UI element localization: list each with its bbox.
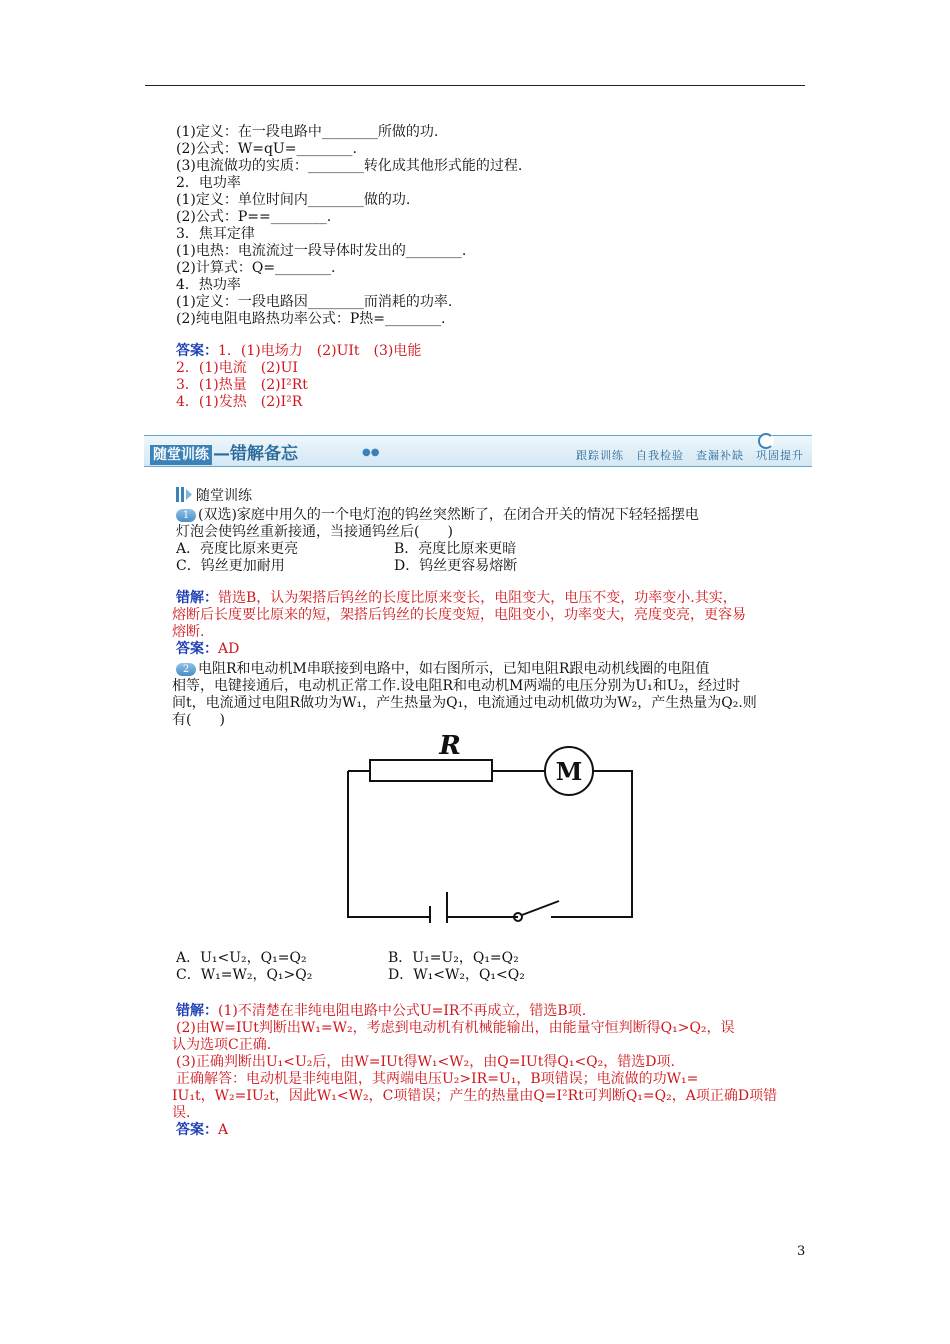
section-title: 随堂训练 bbox=[196, 488, 252, 504]
q2-error-label: 错解： bbox=[176, 1003, 218, 1019]
question-number-badge: 2 bbox=[176, 663, 196, 676]
definitions bbox=[176, 124, 816, 328]
q1-stem-1: (双选)家庭中用久的一个电灯泡的钨丝突然断了，在闭合开关的情况下轻轻摇摆电 bbox=[198, 507, 699, 523]
def-line-11: (1)定义：一段电路因________而消耗的功率. bbox=[176, 294, 453, 310]
header-rule bbox=[145, 85, 805, 86]
wire-left bbox=[348, 771, 430, 917]
q2-answer-label: 答案： bbox=[176, 1122, 218, 1138]
switch-lever bbox=[522, 901, 559, 915]
def-line-1: (1)定义：在一段电路中________所做的功. bbox=[176, 124, 439, 140]
q2-error-3: 认为选项C正确. bbox=[172, 1037, 272, 1053]
q2-error-5: 正确解答：电动机是非纯电阻，其两端电压U₂>IR=U₁，B项错误；电流做的功W₁= bbox=[176, 1071, 699, 1087]
banner-title-boxed: 随堂训练 bbox=[150, 445, 212, 465]
q2-error-analysis bbox=[172, 1003, 816, 1139]
answers bbox=[176, 343, 816, 411]
def-line-9: (2)计算式：Q=________. bbox=[176, 260, 336, 276]
def-line-6: (2)公式：P==________. bbox=[176, 209, 332, 225]
motor-label: M bbox=[555, 757, 583, 786]
def-line-5: (1)定义：单位时间内________做的功. bbox=[176, 192, 411, 208]
def-line-12: (2)纯电阻电路热功率公式：P热=________. bbox=[176, 311, 446, 327]
q1-error-analysis bbox=[172, 590, 816, 658]
question-2 bbox=[172, 661, 816, 729]
answer-label: 答案： bbox=[176, 343, 218, 359]
q2-option-a: A．U₁<U₂，Q₁=Q₂ bbox=[176, 950, 307, 966]
banner-title bbox=[150, 439, 298, 465]
q1-option-d: D．钨丝更容易熔断 bbox=[394, 558, 518, 574]
q1-answer-label: 答案： bbox=[176, 641, 218, 657]
q1-error-3: 熔断. bbox=[172, 624, 205, 640]
def-line-10: 4．热功率 bbox=[176, 277, 241, 293]
q2-error-4: (3)正确判断出U₁<U₂后，由W=IUt得W₁<W₂，由Q=IUt得Q₁<Q₂，错选D项. bbox=[176, 1054, 675, 1070]
banner-subtitle: 跟踪训练 自我检验 查漏补缺 巩固提升 bbox=[576, 449, 804, 462]
q2-options bbox=[176, 950, 816, 984]
banner-dots-icon: ●● bbox=[362, 447, 380, 458]
q1-option-c: C．钨丝更加耐用 bbox=[176, 558, 285, 574]
bars-icon bbox=[176, 487, 192, 502]
resistor-symbol bbox=[370, 760, 492, 781]
section-heading bbox=[176, 487, 816, 505]
page-number: 3 bbox=[797, 1244, 806, 1259]
q2-error-6: IU₁t，W₂=IU₂t，因此W₁<W₂，C项错误；产生的热量由Q=I²Rt可判断Q₁=Q₂，A项正确D项错 bbox=[172, 1088, 778, 1104]
q1-stem-2: 灯泡会使钨丝重新接通，当接通钨丝后( ) bbox=[176, 524, 453, 540]
wire-right bbox=[551, 771, 632, 917]
q2-option-c: C．W₁=W₂，Q₁>Q₂ bbox=[176, 967, 313, 983]
section-banner bbox=[144, 435, 812, 467]
question-number-badge: 1 bbox=[176, 509, 196, 522]
q2-stem-3: 间t，电流通过电阻R做功为W₁，产生热量为Q₁，电流通过电动机做功为W₂，产生热量为Q₂.则 bbox=[172, 695, 757, 711]
def-line-4: 2．电功率 bbox=[176, 175, 241, 191]
q1-error-2: 熔断后长度要比原来的短，架搭后钨丝的长度变短，电阻变小，功率变大，亮度变亮，更容易 bbox=[172, 607, 746, 623]
answer-line-1: 1．(1)电场力 (2)UIt (3)电能 bbox=[218, 343, 422, 359]
resistor-label: R bbox=[439, 731, 461, 761]
q1-option-a: A．亮度比原来更亮 bbox=[176, 541, 299, 557]
answer-line-4: 4．(1)发热 (2)I²R bbox=[176, 394, 303, 410]
q1-answer: AD bbox=[218, 641, 240, 657]
banner-title-rest: —错解备忘 bbox=[213, 444, 298, 464]
q2-answer: A bbox=[218, 1122, 229, 1138]
circuit-diagram bbox=[340, 728, 640, 923]
q1-error-label: 错解： bbox=[176, 590, 218, 606]
def-line-3: (3)电流做功的实质：________转化成其他形式能的过程. bbox=[176, 158, 523, 174]
answer-line-3: 3．(1)热量 (2)I²Rt bbox=[176, 377, 308, 393]
q1-option-b: B．亮度比原来更暗 bbox=[394, 541, 517, 557]
q2-error-1: (1)不清楚在非纯电阻电路中公式U=IR不再成立，错选B项. bbox=[218, 1003, 587, 1019]
def-line-8: (1)电热：电流流过一段导体时发出的________. bbox=[176, 243, 467, 259]
def-line-7: 3．焦耳定律 bbox=[176, 226, 255, 242]
def-line-2: (2)公式：W=qU=________. bbox=[176, 141, 357, 157]
answer-line-2: 2．(1)电流 (2)UI bbox=[176, 360, 298, 376]
q2-option-b: B．U₁=U₂，Q₁=Q₂ bbox=[388, 950, 519, 966]
q2-stem-4: 有( ) bbox=[172, 712, 225, 728]
q2-option-d: D．W₁<W₂，Q₁<Q₂ bbox=[388, 967, 525, 983]
q1-error-1: 错选B，认为架搭后钨丝的长度比原来变长，电阻变大，电压不变，功率变小.其实， bbox=[218, 590, 737, 606]
question-1 bbox=[176, 507, 816, 575]
q2-error-2: (2)由W=IUt判断出W₁=W₂，考虑到电动机有机械能输出，由能量守恒判断得Q₁>Q₂，误 bbox=[176, 1020, 735, 1036]
q2-stem-2: 相等，电键接通后，电动机正常工作.设电阻R和电动机M两端的电压分别为U₁和U₂，经过时 bbox=[172, 678, 741, 694]
q2-stem-1: 电阻R和电动机M串联接到电路中，如右图所示，已知电阻R跟电动机线圈的电阻值 bbox=[198, 661, 710, 677]
q2-error-7: 误. bbox=[172, 1105, 191, 1121]
